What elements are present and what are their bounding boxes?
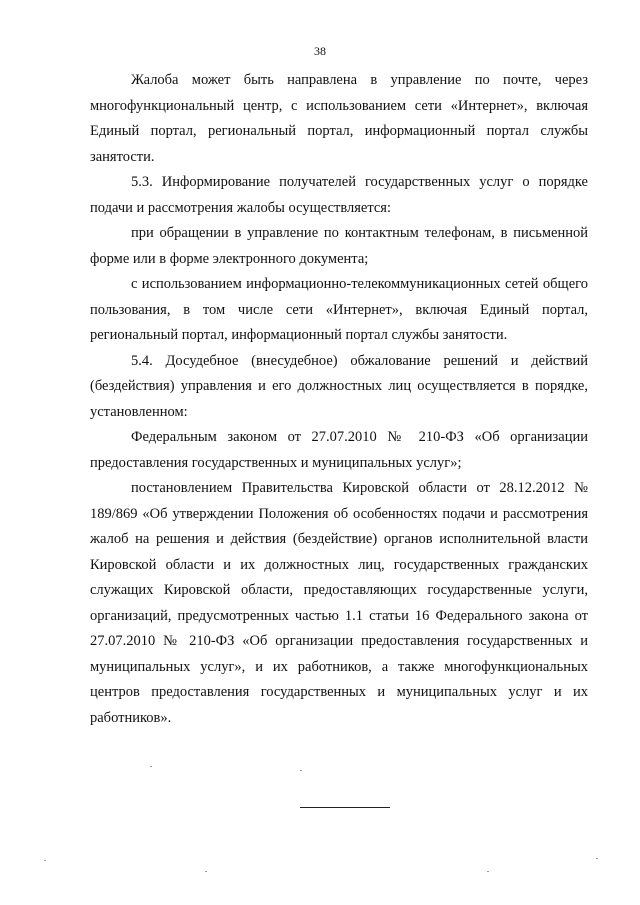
scan-speck bbox=[596, 858, 598, 859]
paragraph-5-4-pretrial-appeal: 5.4. Досудебное (внесудебное) обжалование решений и действий (бездействия) управления и его должностных лиц осуществляется в порядке, установленном: bbox=[90, 352, 588, 420]
scan-speck bbox=[300, 770, 302, 771]
paragraph-5-3-informing: 5.3. Информирование получателей государственных услуг о порядке подачи и рассмотрения жалобы осуществляется: bbox=[90, 174, 588, 216]
page-number: 38 bbox=[314, 44, 326, 58]
scan-speck bbox=[205, 871, 207, 872]
closing-rule bbox=[300, 807, 390, 808]
paragraph-telecom-networks: с использованием информационно-телекоммуникационных сетей общего пользования, в том числе сети «Интернет», включая Единый портал, региональный портал, информационный портал службы занятости. bbox=[90, 276, 588, 343]
scan-speck bbox=[487, 871, 489, 872]
paragraph-contact-phones: при обращении в управление по контактным телефонам, в письменной форме или в форме электронного документа; bbox=[90, 225, 588, 267]
scan-speck bbox=[44, 860, 46, 861]
paragraph-government-resolution: постановлением Правительства Кировской области от 28.12.2012 № 189/869 «Об утверждении Положения об особенностях подачи и рассмотрения жалоб на решения и действия (бездействие) органов исполнительной власти Кировской области и их должностных лиц, государственных гражданских служащих Кировской области, предоставляющих государственные услуги, организаций, предусмотренных частью 1.1 статьи 16 Федерального закона от 27.07.2010 № 210-ФЗ «Об организации предоставления государственных и муниципальных услуг», и их работников, а также многофункциональных центров предоставления государственных и муниципальных услуг и их работников». bbox=[90, 480, 588, 726]
paragraph-federal-law-210: Федеральным законом от 27.07.2010 № 210-ФЗ «Об организации предоставления государственных и муниципальных услуг»; bbox=[90, 429, 588, 471]
paragraph-complaint-channels: Жалоба может быть направлена в управление по почте, через многофункциональный центр, с использованием сети «Интернет», включая Единый портал, региональный портал, информационный портал службы занятости. bbox=[90, 72, 588, 165]
scan-speck bbox=[150, 766, 152, 767]
body-text bbox=[90, 68, 588, 731]
